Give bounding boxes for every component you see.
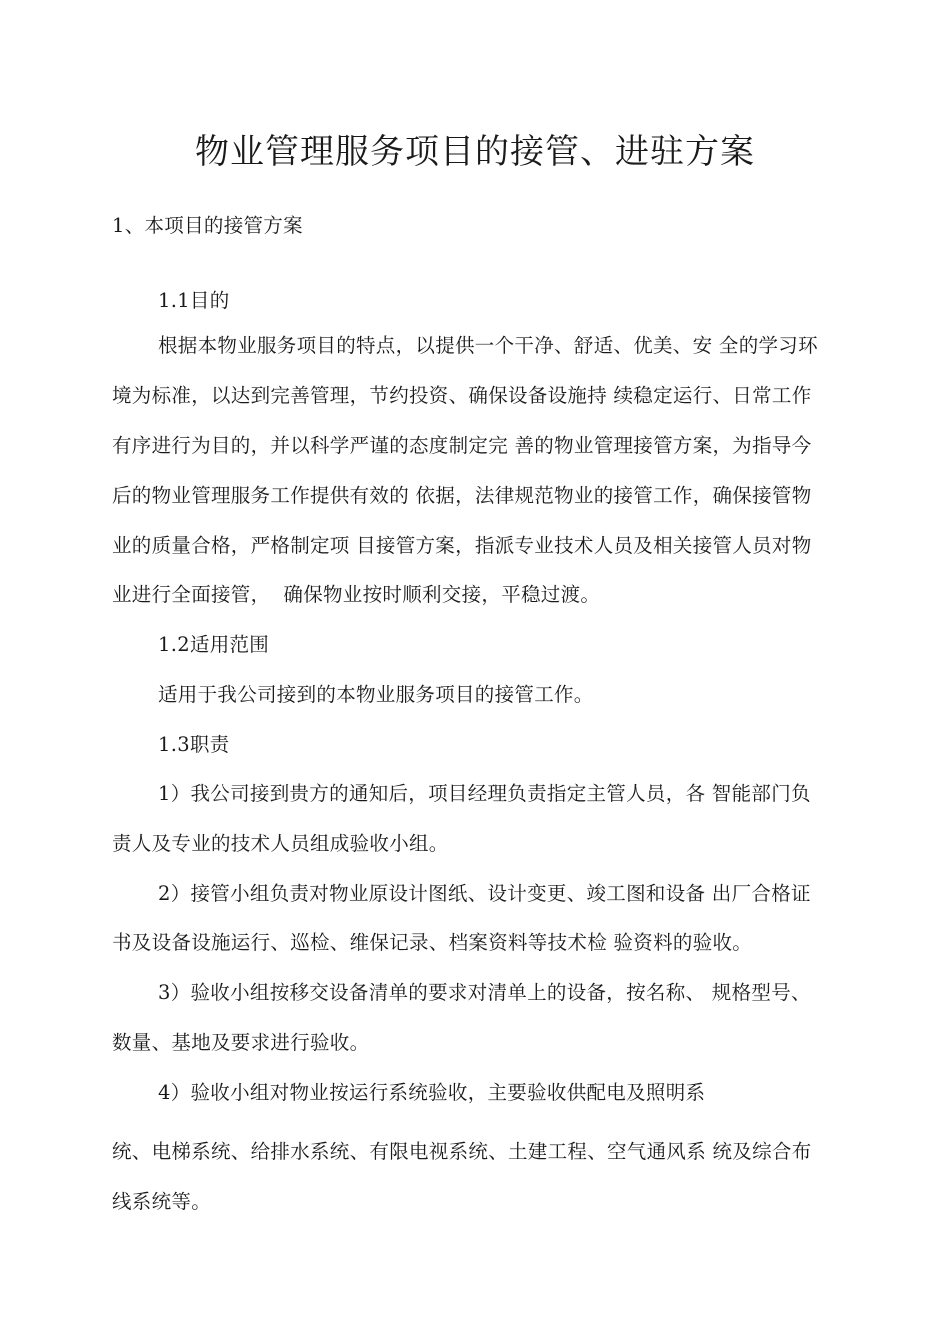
paragraph-line: 业进行全面接管， 确保物业按时顺利交接，平稳过渡。 xyxy=(112,583,601,606)
list-item-line: 线系统等。 xyxy=(112,1190,212,1213)
list-item-line: 统、电梯系统、给排水系统、有限电视系统、土建工程、空气通风系 统及综合布 xyxy=(112,1140,812,1163)
list-item-line: 书及设备设施运行、巡检、维保记录、档案资料等技术检 验资料的验收。 xyxy=(112,931,753,954)
paragraph-line: 后的物业管理服务工作提供有效的 依据，法律规范物业的接管工作，确保接管物 xyxy=(112,484,812,507)
subsection-heading: 1.2适用范围 xyxy=(158,633,270,656)
paragraph-line: 境为标准，以达到完善管理，节约投资、确保设备设施持 续稳定运行、日常工作 xyxy=(112,384,812,407)
section-heading: 1、本项目的接管方案 xyxy=(112,214,303,237)
list-item-line: 2）接管小组负责对物业原设计图纸、设计变更、竣工图和设备 出厂合格证 xyxy=(158,882,811,905)
subsection-heading: 1.3职责 xyxy=(158,733,230,756)
list-item-line: 3）验收小组按移交设备清单的要求对清单上的设备，按名称、 规格型号、 xyxy=(158,981,811,1004)
list-item-line: 责人及专业的技术人员组成验收小组。 xyxy=(112,832,449,855)
subsection-heading: 1.1目的 xyxy=(158,289,230,312)
paragraph-line: 根据本物业服务项目的特点，以提供一个干净、舒适、优美、安 全的学习环 xyxy=(158,334,818,357)
paragraph-line: 有序进行为目的，并以科学严谨的态度制定完 善的物业管理接管方案，为指导今 xyxy=(112,434,812,457)
paragraph-line: 业的质量合格，严格制定项 目接管方案，指派专业技术人员及相关接管人员对物 xyxy=(112,534,812,557)
list-item-line: 数量、基地及要求进行验收。 xyxy=(112,1031,370,1054)
paragraph-line: 适用于我公司接到的本物业服务项目的接管工作。 xyxy=(158,683,594,706)
list-item-line: 4）验收小组对物业按运行系统验收，主要验收供配电及照明系 xyxy=(158,1081,706,1104)
document-title: 物业管理服务项目的接管、进驻方案 xyxy=(195,132,755,172)
list-item-line: 1）我公司接到贵方的通知后，项目经理负责指定主管人员，各 智能部门负 xyxy=(158,782,811,805)
